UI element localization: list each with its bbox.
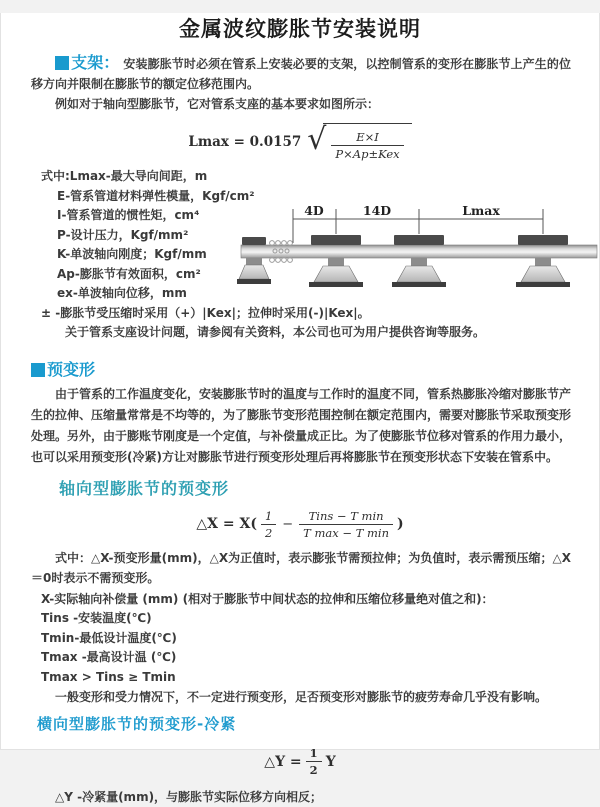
lateral-preset-formula (1, 746, 599, 777)
axial-definitions-list (41, 590, 599, 688)
fraction-denominator: P×Ap±Kex (331, 145, 403, 161)
section-marker-icon (55, 56, 69, 70)
formula-definitions-list (41, 167, 599, 343)
one-half-fraction (261, 509, 276, 540)
dim-label-lmax: Lmax (462, 203, 500, 218)
axial-subheading: 轴向型膨胀节的预变形 (59, 478, 230, 498)
radical-sign (307, 123, 411, 161)
fraction-numerator: E×I (356, 130, 379, 144)
formula-lhs: △X = X( (196, 516, 257, 532)
fraction-denominator: 2 (261, 524, 276, 540)
temperature-fraction (299, 509, 393, 540)
definition-line: Tmax -最高设计温 (℃) (41, 650, 177, 664)
preset-section-heading (31, 357, 599, 380)
definition-line: Ap-膨胀节有效面积，cm² (57, 266, 201, 281)
minus-sign: − (282, 516, 294, 532)
consulting-note-line: 关于管系支座设计问题，请参阅有关资料，本公司也可为用户提供咨询等服务。 (65, 325, 486, 339)
preset-intro-paragraph: 由于管系的工作温度变化，安装膨胀节时的温度与工作时的温度不同，管系热膨胀冷缩对膨胀节产生的拉伸、压缩量常常是不均等的，为了膨胀节变形范围控制在额定范围内，需要对膨胀节采取预变形处理。另外，由于膨账节刚度是一个定值，与补偿量成正比。为了使膨胀节位移对管系的作用力最小，也可以采用预变形(冷紧)方让对膨胀节进行预变形处理后再将膨胀节在预变形状态下安装在管系中。 (31, 386, 572, 464)
dim-label-4d: 4D (304, 203, 324, 218)
support-section-label: 支架： (71, 53, 120, 72)
definition-line: I-管系管道的惯性矩，cm⁴ (57, 208, 200, 222)
fraction-denominator: T max − T min (299, 524, 393, 540)
lateral-subheading: 横向型膨胀节的预变形-冷紧 (37, 715, 237, 733)
sqrt-body (323, 123, 411, 161)
dim-label-14d: 14D (362, 203, 392, 218)
preset-section-label: 预变形 (47, 359, 96, 379)
section-marker-icon (31, 363, 45, 377)
axial-explain-paragraph: 式中：△X-预变形量(mm)，△X为正值时，表示膨张节需预拉伸；为负值时，表示需预压缩；△X＝0时表示不需预变形。 (31, 550, 571, 585)
definition-line: Tmax > Tins ≥ Tmin (41, 669, 176, 684)
fraction-denominator: 2 (306, 761, 322, 777)
definition-line: X-实际轴向补偿量 (mm) (相对于膨胀节中间状态的拉伸和压缩位移量绝对值之和)： (41, 591, 494, 606)
definition-line: Tins -安装温度(℃) (41, 611, 152, 625)
axial-note-line: 一般变形和受力情况下，不一定进行预变形，足否预变形对膨胀节的疲劳寿命几乎没有影响。 (55, 690, 548, 704)
formula-lhs: Lmax = 0.0157 (188, 134, 302, 150)
definition-line: ex-单波轴向位移，mm (57, 286, 187, 300)
fraction-numerator: 1 (309, 746, 318, 760)
formula-fraction (331, 130, 403, 161)
document-page (0, 13, 600, 804)
definition-line: K-单波轴向刚度；Kgf/mm (57, 247, 207, 261)
definition-line: Tmin-最低设计温度(℃) (41, 630, 177, 645)
right-paren: ) (397, 516, 404, 532)
definition-line: E-管系管道材料弹性模量，Kgf/cm² (57, 188, 255, 203)
definition-line: P-设计压力，Kgf/mm² (57, 227, 189, 242)
lateral-explain-line: △Y -冷紧量(mm)，与膨胀节实际位移方向相反； (55, 790, 323, 804)
definition-line: ± -膨胀节受压缩时采用（+）|Kex|；拉伸时采用(-)|Kex|。 (41, 305, 370, 320)
formula-lhs: △Y = (264, 753, 302, 770)
sqrt-glyph: √ (307, 122, 327, 157)
support-intro-paragraph (31, 53, 571, 94)
formula-rhs: Y (325, 753, 336, 770)
guide-spacing-formula (1, 123, 599, 161)
page-title: 金属波纹膨胀节安装说明 (179, 17, 421, 41)
fraction-numerator: 1 (264, 508, 273, 523)
support-intro-text: 安装膨胀节时必须在管系上安装必要的支架，以控制管系的变形在膨胀节上产生的位移方向并限制在膨胀节的额定位移范围内。 (31, 57, 571, 91)
fraction-numerator: Tins − T min (308, 508, 384, 523)
axial-preset-formula (1, 509, 599, 540)
definition-line: 式中:Lmax-最大导向间距，m (41, 169, 208, 183)
one-half-fraction (306, 746, 322, 777)
support-example-line: 例如对于轴向型膨胀节，它对管系支座的基本要求如图所示： (55, 97, 380, 111)
